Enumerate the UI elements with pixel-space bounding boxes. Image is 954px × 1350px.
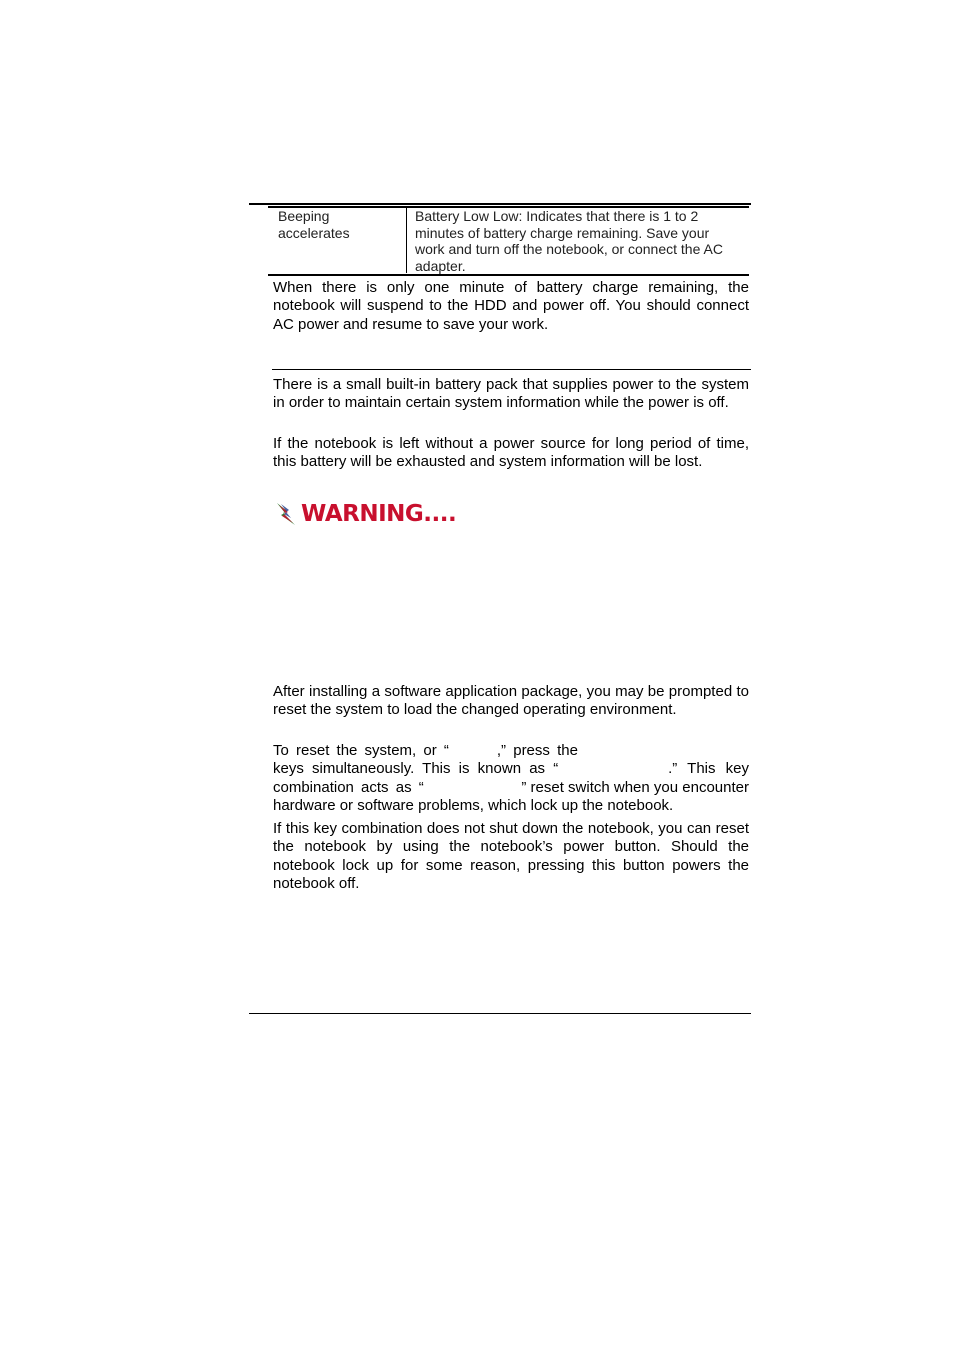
paragraph-one-minute: When there is only one minute of battery charge remaining, the notebook will suspend to the HDD and power off. You should connect AC power and resume to save your work. — [273, 279, 749, 333]
section-rule — [272, 369, 751, 370]
paragraph-reset-keys — [273, 742, 749, 815]
reset-text-c: keys simultaneously. This is known as “ — [273, 760, 559, 778]
table-cell-line: accelerates — [278, 224, 350, 241]
table-cell-line: Beeping — [278, 208, 330, 224]
table-cell-pattern — [278, 208, 398, 241]
table-cell-line: adapter. — [415, 257, 466, 274]
reset-text-d: .” This key — [668, 760, 749, 778]
reset-text-f: ” reset switch when you encounter — [521, 778, 749, 796]
reset-text-b: ,” press the — [496, 742, 578, 759]
table-cell-meaning — [415, 208, 745, 274]
header-rule — [249, 203, 751, 205]
table-bottom-border — [268, 274, 749, 276]
reset-text-e: combination acts as “ — [273, 778, 424, 796]
table-column-divider — [406, 207, 407, 273]
warning-icon — [275, 501, 297, 527]
warning-banner — [275, 499, 456, 529]
reset-text-a: To reset the system, or “ — [273, 742, 449, 759]
table-cell-line: work and turn off the notebook, or connect the AC — [415, 241, 723, 257]
paragraph-battery-exhausted: If the notebook is left without a power source for long period of time, this battery will be exhausted and system information will be lost. — [273, 435, 749, 471]
paragraph-reset-intro: After installing a software application package, you may be prompted to reset the system to load the changed operating environment. — [273, 683, 749, 719]
warning-label: WARNING.... — [301, 501, 457, 527]
table-cell-line: minutes of battery charge remaining. Save your — [415, 224, 710, 241]
footer-rule — [249, 1013, 751, 1014]
paragraph-builtin-battery: There is a small built-in battery pack that supplies power to the system in order to maintain certain system information while the power is off. — [273, 376, 749, 412]
reset-text-g: hardware or software problems, which lock up the notebook. — [273, 796, 674, 814]
table-cell-line: Battery Low Low: Indicates that there is 1 to 2 — [415, 208, 699, 224]
paragraph-power-button: If this key combination does not shut down the notebook, you can reset the notebook by using the notebook’s power button. Should the notebook lock up for some reason, pressing this button powers the notebook off. — [273, 820, 749, 892]
